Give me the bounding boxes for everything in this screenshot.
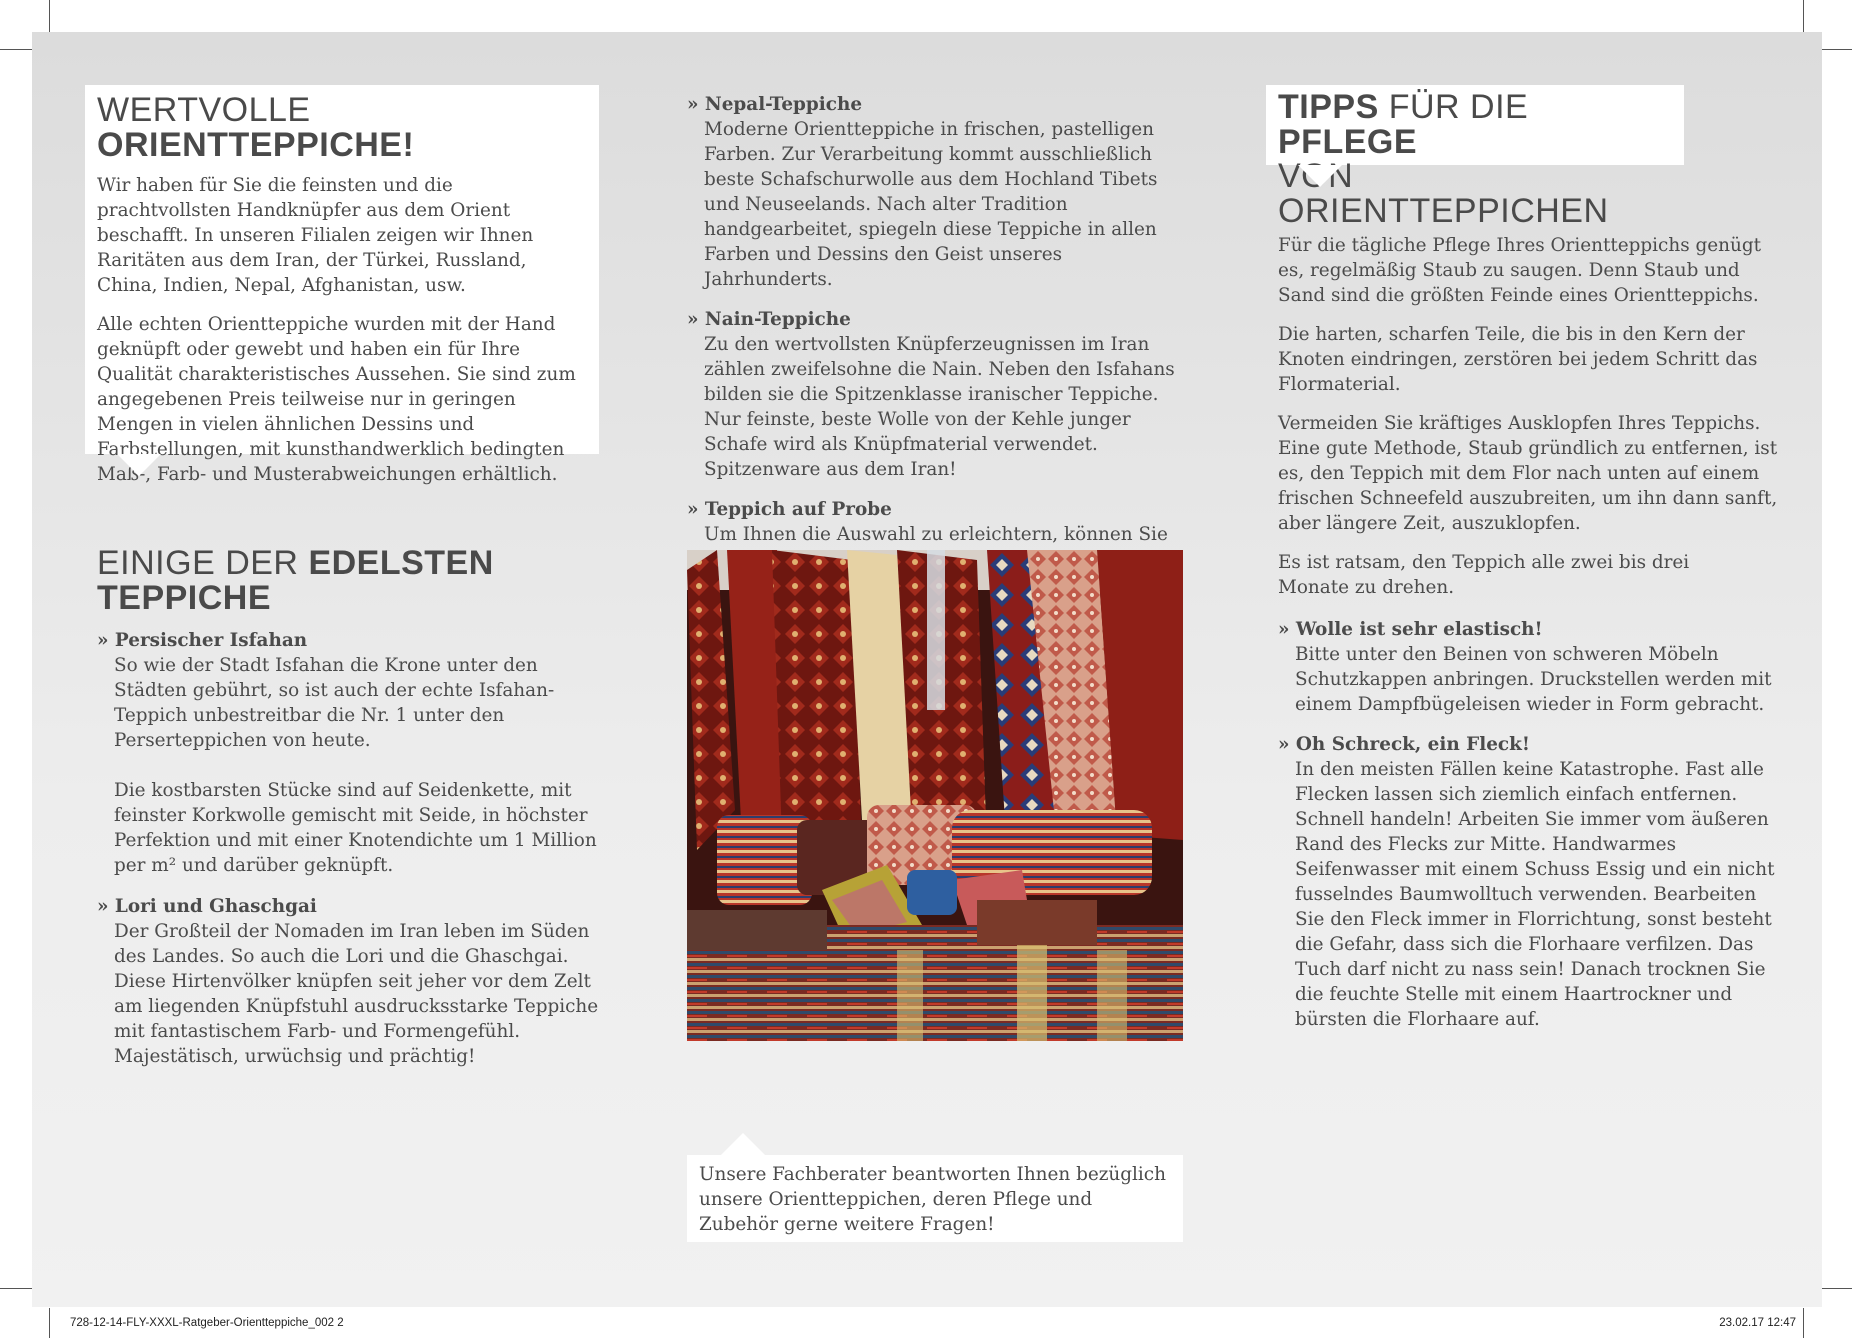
- intro-heading-light: WERTVOLLE: [97, 91, 311, 129]
- list-item: [1278, 732, 1778, 1032]
- crop-mark-bottom-left-h: [0, 1288, 32, 1289]
- intro-box: [85, 85, 599, 486]
- tipps-paragraph: Vermeiden Sie kräftiges Ausklopfen Ihres Teppichs. Eine gute Methode, Staub gründlich zu entfernen, ist es, den Teppich mit dem Flor nach unten auf einem frischen Schneefeld auszubreiten, um ihn dann sanft, aber längere Zeit, auszuklopfen.: [1278, 413, 1778, 534]
- item-title: Wolle ist sehr elastisch!: [1295, 619, 1543, 640]
- bullet-icon: »: [1278, 734, 1290, 755]
- tipps-list: [1278, 617, 1778, 1048]
- edelste-heading-light: EINIGE DER: [97, 544, 309, 582]
- list-item: [97, 628, 609, 878]
- intro-paragraph: Wir haben für Sie die feinsten und die prachtvollsten Handknüpfer aus dem Orient beschafft. In unseren Filialen zeigen wir Ihnen Raritäten aus dem Iran, der Türkei, Russland, China, Indien, Nepal, Afghanistan, usw.: [97, 175, 534, 297]
- item-body: Die kostbarsten Stücke sind auf Seidenkette, mit feinster Korkwolle gemischt mit Seide, in höchster Perfektion und mit einer Knotendichte um 1 Million per m² und darüber geknüpft.: [114, 780, 597, 876]
- tipps-heading-bold: TIPPS: [1278, 88, 1379, 126]
- item-body: Bitte unter den Beinen von schweren Möbeln Schutzkappen anbringen. Druckstellen werden mit einem Dampfbügeleisen wieder in Form gebracht.: [1295, 644, 1772, 715]
- tipps-heading-bold-2: PFLEGE: [1278, 122, 1418, 161]
- list-item: [1278, 617, 1778, 717]
- bullet-icon: »: [687, 309, 699, 330]
- bullet-icon: »: [97, 896, 109, 917]
- callout-box-pointer: [721, 1133, 765, 1155]
- callout-text: Unsere Fachberater beantworten Ihnen bezüglich unsere Orientteppichen, deren Pflege und Zubehör gerne weitere Fragen!: [699, 1164, 1166, 1235]
- item-title: Persischer Isfahan: [114, 630, 308, 651]
- item-body: In den meisten Fällen keine Katastrophe. Fast alle Flecken lassen sich ziemlich einfach entfernen. Schnell handeln! Arbeiten Sie immer vom äußeren Rand des Flecks zur Mitte. Handwarmes Seifenwasser mit einem Schuss Essig und ein nicht fusselndes Baumwolltuch verwenden. Bearbeiten Sie den Fleck immer in Florrichtung, sonst besteht die Gefahr, dass sich die Florhaare verfilzen. Das Tuch darf nicht zu nass sein! Danach trocknen Sie die feuchte Stelle mit einem Haartrockner und bürsten die Florhaare auf.: [1295, 759, 1775, 1030]
- tipps-text: [1278, 233, 1778, 614]
- carpet-photo-illustration: [687, 550, 1183, 1041]
- crop-mark-top-left-h: [0, 49, 32, 50]
- tipps-heading-light-2: VON ORIENTTEPPICHEN: [1278, 157, 1609, 231]
- item-body: Um Ihnen die Auswahl zu erleichtern, können Sie: [704, 524, 1168, 545]
- carpet-bazaar-photo: [687, 550, 1183, 1041]
- item-body: Moderne Orientteppiche in frischen, pastelligen Farben. Zur Verarbeitung kommt ausschließlich beste Schafschurwolle aus dem Hochland Tibets und Neuseelands. Nach alter Tradition handgearbeitet, spiegeln diese Teppiche in allen Farben und Dessins den Geist unseres Jahrhunderts.: [704, 119, 1158, 290]
- crop-mark-top-right-h: [1822, 49, 1852, 50]
- tipps-heading: [1278, 90, 1672, 229]
- item-body: So wie der Stadt Isfahan die Krone unter den Städten gebührt, so ist auch der echte Isfahan-Teppich unbestreitbar die Nr. 1 unter den Perserteppichen von heute.: [114, 655, 555, 751]
- intro-heading: [97, 93, 587, 162]
- tipps-paragraph: Die harten, scharfen Teile, die bis in den Kern der Knoten eindringen, zerstören bei jedem Schritt das Flormaterial.: [1278, 324, 1758, 395]
- edelste-heading-bold-2: TEPPICHE: [97, 578, 272, 617]
- teppich-list: [687, 92, 1192, 588]
- intro-paragraph: Alle echten Orientteppiche wurden mit der Hand geknüpft oder gewebt und haben ein für Ihre Qualität charakteristisches Aussehen. Sie sind zum angegebenen Preis teilweise nur in geringen Mengen in vielen ähnlichen Dessins und Farbstellungen, mit kunsthandwerklich bedingten Maß-, Farb- und Musterabweichungen erhältlich.: [97, 314, 576, 486]
- edelste-heading-bold: EDELSTEN: [308, 544, 494, 582]
- bullet-icon: »: [687, 94, 699, 115]
- intro-box-pointer: [117, 454, 161, 476]
- bullet-icon: »: [97, 630, 109, 651]
- item-body: Der Großteil der Nomaden im Iran leben im Süden des Landes. So auch die Lori und die Ghaschgai. Diese Hirtenvölker knüpfen seit jeher vor dem Zelt am liegenden Knüpfstuhl ausdrucksstarke Teppiche mit fantastischem Farb- und Formengefühl. Majestätisch, urwüchsig und prächtig!: [114, 921, 599, 1067]
- item-title: Teppich auf Probe: [704, 499, 892, 520]
- crop-mark-top-left-v: [49, 0, 50, 32]
- list-item: [97, 894, 609, 1069]
- tipps-box-pointer: [1298, 165, 1342, 187]
- crop-mark-bottom-right-v: [1803, 1308, 1804, 1338]
- tipps-box: [1266, 85, 1684, 231]
- item-title: Oh Schreck, ein Fleck!: [1295, 734, 1530, 755]
- tipps-heading-light: FÜR DIE: [1378, 88, 1529, 126]
- print-slug-datetime: 23.02.17 12:47: [1719, 1317, 1796, 1329]
- list-item: [687, 92, 1192, 292]
- tipps-paragraph: Es ist ratsam, den Teppich alle zwei bis drei Monate zu drehen.: [1278, 552, 1690, 598]
- item-title: Nain-Teppiche: [704, 309, 851, 330]
- print-slug-file: 728-12-14-FLY-XXXL-Ratgeber-Orientteppiche_002 2: [70, 1317, 344, 1329]
- item-title: Lori und Ghaschgai: [114, 896, 317, 917]
- tipps-paragraph: Für die tägliche Pflege Ihres Orientteppichs genügt es, regelmäßig Staub zu saugen. Denn Staub und Sand sind die größten Feinde eines Orientteppichs.: [1278, 235, 1761, 306]
- item-title: Nepal-Teppiche: [704, 94, 863, 115]
- edelste-heading: [97, 546, 494, 615]
- item-body: Zu den wertvollsten Knüpferzeugnissen im Iran zählen zweifelsohne die Nain. Neben den Isfahans bilden sie die Spitzenklasse iranischer Teppiche. Nur feinste, beste Wolle von der Kehle junger Schafe wird als Knüpfmaterial verwendet. Spitzenware aus dem Iran!: [704, 334, 1175, 480]
- bullet-icon: »: [1278, 619, 1290, 640]
- intro-text: [97, 173, 592, 487]
- crop-mark-bottom-left-v: [49, 1308, 50, 1338]
- list-item: [687, 307, 1192, 482]
- callout-box: [687, 1155, 1183, 1242]
- bullet-icon: »: [687, 499, 699, 520]
- crop-mark-top-right-v: [1803, 0, 1804, 32]
- crop-mark-bottom-right-h: [1822, 1288, 1852, 1289]
- edelste-list: [97, 628, 609, 1085]
- intro-heading-bold: ORIENTTEPPICHE!: [97, 125, 415, 164]
